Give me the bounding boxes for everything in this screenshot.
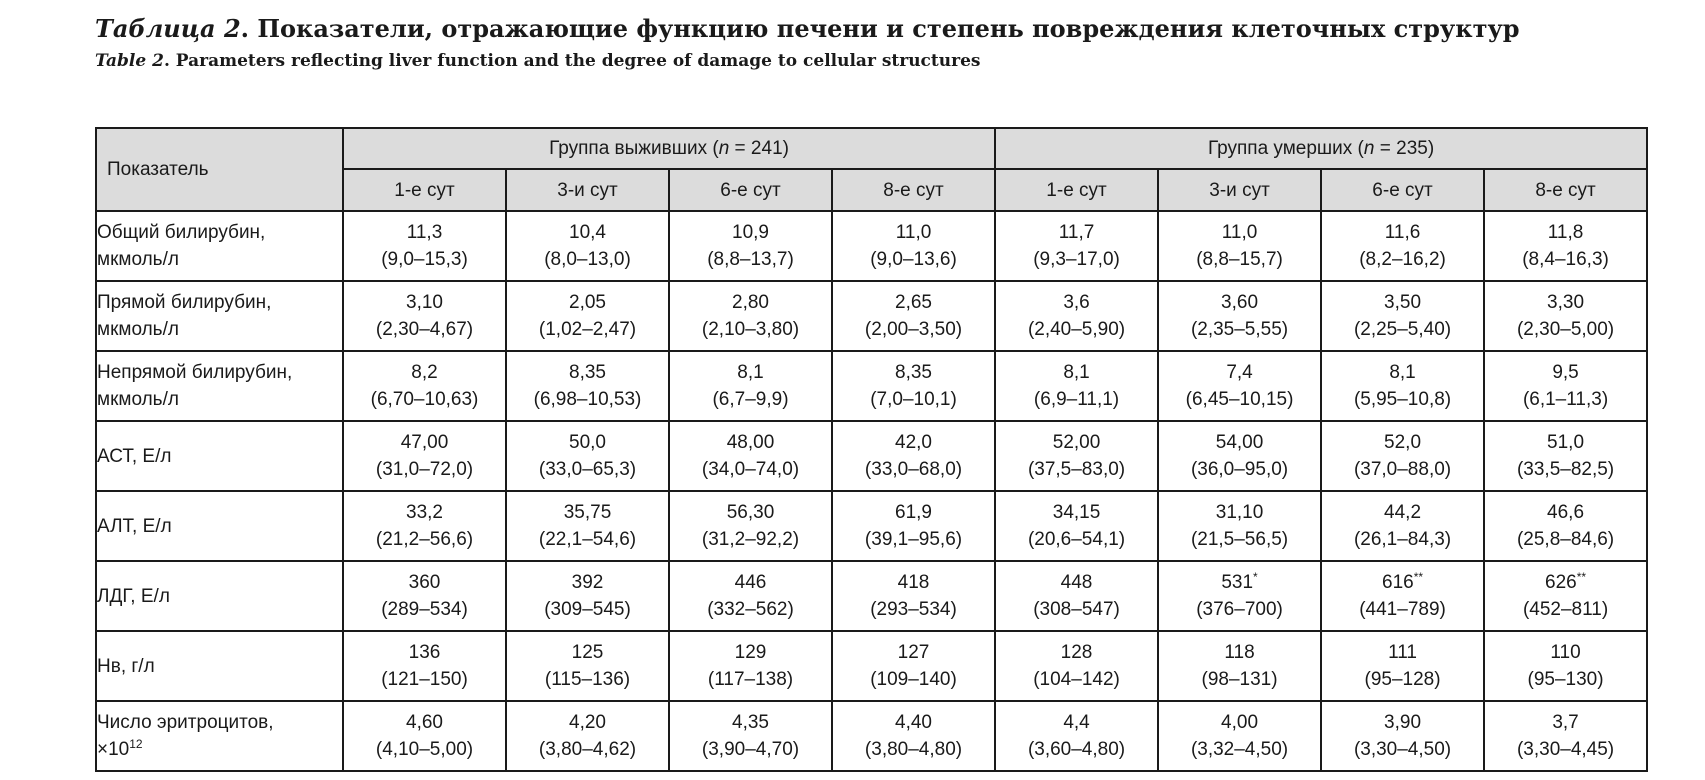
interquartile-range: (31,0–72,0)	[375, 459, 474, 480]
median-value: 8,1	[737, 362, 764, 383]
median-value: 446	[734, 572, 767, 593]
interquartile-range: (308–547)	[1033, 599, 1120, 620]
median-value: 3,90	[1384, 712, 1422, 733]
interquartile-range: (2,25–5,40)	[1353, 319, 1452, 340]
title-english-lead: Table 2	[95, 51, 164, 71]
interquartile-range: (95–130)	[1527, 669, 1604, 690]
interquartile-range: (37,5–83,0)	[1027, 459, 1126, 480]
value-cell	[506, 561, 669, 631]
value-cell	[995, 701, 1158, 771]
interquartile-range: (452–811)	[1522, 599, 1609, 620]
median-value: 118	[1224, 642, 1255, 663]
day-header: 1-е сут	[995, 169, 1158, 211]
interquartile-range: (3,32–4,50)	[1190, 739, 1289, 760]
interquartile-range: (121–150)	[381, 669, 468, 690]
value-cell	[995, 211, 1158, 281]
value-cell	[1484, 211, 1647, 281]
parameter-name: ЛДГ, Е/л	[97, 585, 170, 607]
median-value: 9,5	[1552, 362, 1579, 383]
value-cell	[1484, 421, 1647, 491]
median-value: 31,10	[1215, 502, 1264, 523]
value-cell	[995, 281, 1158, 351]
interquartile-range: (8,0–13,0)	[544, 249, 631, 270]
interquartile-range: (31,2–92,2)	[701, 529, 800, 550]
parameter-unit: мкмоль/л	[97, 249, 179, 270]
value-cell	[1158, 631, 1321, 701]
median-value: 392	[571, 572, 604, 593]
value-cell	[506, 281, 669, 351]
interquartile-range: (39,1–95,6)	[864, 529, 963, 550]
interquartile-range: (25,8–84,6)	[1516, 529, 1615, 550]
table-row	[96, 281, 1647, 351]
median-value: 8,1	[1389, 362, 1416, 383]
median-value: 448	[1060, 572, 1093, 593]
median-value: 125	[571, 642, 604, 663]
median-value: 56,30	[726, 502, 775, 523]
day-header: 3-и сут	[1158, 169, 1321, 211]
interquartile-range: (5,95–10,8)	[1353, 389, 1452, 410]
interquartile-range: (8,2–16,2)	[1359, 249, 1446, 270]
value-cell	[1484, 491, 1647, 561]
interquartile-range: (4,10–5,00)	[375, 739, 474, 760]
parameter-name: Общий билирубин,	[97, 222, 266, 243]
interquartile-range: (289–534)	[381, 599, 468, 620]
median-value: 35,75	[563, 502, 612, 523]
interquartile-range: (2,40–5,90)	[1027, 319, 1126, 340]
value-cell	[1158, 421, 1321, 491]
value-cell	[832, 421, 995, 491]
interquartile-range: (9,0–15,3)	[381, 249, 468, 270]
significance-mark: **	[1576, 570, 1587, 584]
table-row	[96, 631, 1647, 701]
header-row-groups	[96, 128, 1647, 169]
param-column-header: Показатель	[96, 128, 343, 211]
value-cell	[1158, 561, 1321, 631]
parameter-unit: мкмоль/л	[97, 319, 179, 340]
table-header	[96, 128, 1647, 211]
interquartile-range: (34,0–74,0)	[701, 459, 800, 480]
interquartile-range: (1,02–2,47)	[538, 319, 637, 340]
value-cell	[506, 351, 669, 421]
interquartile-range: (98–131)	[1201, 669, 1278, 690]
value-cell	[506, 421, 669, 491]
interquartile-range: (37,0–88,0)	[1353, 459, 1452, 480]
interquartile-range: (8,8–15,7)	[1196, 249, 1283, 270]
median-value: 3,6	[1063, 292, 1090, 313]
group-header-deceased: Группа умерших (n = 235)	[995, 128, 1647, 169]
value-cell	[1321, 421, 1484, 491]
unit-exponent: 12	[129, 737, 143, 751]
interquartile-range: (109–140)	[870, 669, 957, 690]
value-cell	[1484, 351, 1647, 421]
interquartile-range: (9,0–13,6)	[870, 249, 957, 270]
significance-mark: **	[1413, 570, 1424, 584]
value-cell	[995, 491, 1158, 561]
value-cell	[1321, 631, 1484, 701]
median-value: 110	[1550, 642, 1581, 663]
interquartile-range: (3,60–4,80)	[1027, 739, 1126, 760]
value-cell	[832, 491, 995, 561]
value-cell	[343, 631, 506, 701]
interquartile-range: (2,30–4,67)	[375, 319, 474, 340]
interquartile-range: (2,00–3,50)	[864, 319, 963, 340]
median-value: 3,7	[1552, 712, 1579, 733]
value-cell	[1321, 211, 1484, 281]
value-cell	[1158, 211, 1321, 281]
parameter-name: Число эритроцитов,	[97, 712, 274, 733]
parameter-cell	[96, 351, 343, 421]
interquartile-range: (7,0–10,1)	[870, 389, 957, 410]
parameter-unit: $\times 10^{12}$	[97, 737, 143, 760]
value-cell	[1484, 561, 1647, 631]
title-russian	[95, 12, 1520, 46]
interquartile-range: (2,30–5,00)	[1516, 319, 1615, 340]
median-value: 2,65	[895, 292, 932, 313]
value-cell	[1321, 491, 1484, 561]
day-header: 3-и сут	[506, 169, 669, 211]
interquartile-range: (26,1–84,3)	[1353, 529, 1452, 550]
interquartile-range: (8,8–13,7)	[707, 249, 794, 270]
interquartile-range: (95–128)	[1364, 669, 1441, 690]
interquartile-range: (33,0–68,0)	[864, 459, 963, 480]
median-value: 42,0	[895, 432, 932, 453]
median-value: 136	[408, 642, 441, 663]
median-value: 7,4	[1226, 362, 1253, 383]
median-value: 8,35	[569, 362, 606, 383]
parameter-cell	[96, 491, 343, 561]
value-cell	[669, 421, 832, 491]
value-cell	[1484, 281, 1647, 351]
table-caption	[95, 12, 1520, 74]
median-value: 128	[1060, 642, 1093, 663]
median-value: 51,0	[1547, 432, 1585, 453]
parameter-name: Прямой билирубин,	[97, 292, 272, 313]
value-cell	[669, 631, 832, 701]
interquartile-range: (2,35–5,55)	[1190, 319, 1289, 340]
interquartile-range: (293–534)	[870, 599, 957, 620]
interquartile-range: (8,4–16,3)	[1522, 249, 1609, 270]
value-cell	[1158, 701, 1321, 771]
value-cell	[669, 351, 832, 421]
median-value: 418	[897, 572, 930, 593]
median-value: 360	[408, 572, 441, 593]
parameter-cell	[96, 421, 343, 491]
interquartile-range: (3,30–4,50)	[1353, 739, 1452, 760]
median-value: 3,10	[406, 292, 443, 313]
median-value: 2,05	[569, 292, 606, 313]
value-cell	[343, 211, 506, 281]
value-cell	[832, 211, 995, 281]
interquartile-range: (332–562)	[707, 599, 794, 620]
median-value: 34,15	[1052, 502, 1101, 523]
median-value: 531*	[1221, 570, 1258, 593]
value-cell	[832, 281, 995, 351]
interquartile-range: (3,80–4,62)	[538, 739, 637, 760]
title-english	[95, 48, 1520, 74]
interquartile-range: (3,30–4,45)	[1516, 739, 1615, 760]
title-english-text: . Parameters reflecting liver function and the degree of damage to cellular structures	[163, 51, 981, 71]
interquartile-range: (2,10–3,80)	[701, 319, 800, 340]
interquartile-range: (6,98–10,53)	[533, 389, 642, 410]
median-value: 2,80	[732, 292, 769, 313]
interquartile-range: (117–138)	[707, 669, 794, 690]
value-cell	[832, 631, 995, 701]
parameter-name: АЛТ, Е/л	[97, 515, 172, 537]
median-value: 8,2	[411, 362, 438, 383]
parameter-unit: мкмоль/л	[97, 389, 179, 410]
interquartile-range: (33,0–65,3)	[538, 459, 637, 480]
day-header: 8-е сут	[832, 169, 995, 211]
median-value: 4,60	[406, 712, 443, 733]
value-cell	[832, 701, 995, 771]
interquartile-range: (309–545)	[544, 599, 631, 620]
significance-mark: *	[1253, 570, 1258, 584]
value-cell	[506, 211, 669, 281]
value-cell	[995, 421, 1158, 491]
parameter-name: АСТ, Е/л	[97, 445, 172, 467]
interquartile-range: (9,3–17,0)	[1033, 249, 1120, 270]
value-cell	[343, 421, 506, 491]
value-cell	[506, 631, 669, 701]
value-cell	[995, 631, 1158, 701]
value-cell	[1321, 281, 1484, 351]
value-cell	[832, 351, 995, 421]
median-value: 4,4	[1063, 712, 1090, 733]
value-cell	[669, 211, 832, 281]
median-value: 3,60	[1221, 292, 1259, 313]
table-row	[96, 701, 1647, 771]
value-cell	[343, 701, 506, 771]
interquartile-range: (376–700)	[1196, 599, 1283, 620]
median-value: 33,2	[406, 502, 443, 523]
median-value: 11,0	[895, 222, 932, 243]
value-cell	[1321, 561, 1484, 631]
median-value: 10,9	[732, 222, 769, 243]
parameter-cell	[96, 561, 343, 631]
median-value: 4,35	[732, 712, 769, 733]
median-value: 46,6	[1547, 502, 1585, 523]
median-value: 11,8	[1547, 222, 1584, 243]
parameter-cell	[96, 211, 343, 281]
title-russian-lead: Таблица 2	[95, 14, 241, 43]
value-cell	[832, 561, 995, 631]
table-row	[96, 421, 1647, 491]
table-row	[96, 561, 1647, 631]
median-value: 47,00	[400, 432, 449, 453]
table-row	[96, 491, 1647, 561]
median-value: 11,3	[406, 222, 443, 243]
interquartile-range: (20,6–54,1)	[1027, 529, 1126, 550]
parameter-cell	[96, 701, 343, 771]
interquartile-range: (21,2–56,6)	[375, 529, 474, 550]
median-value: 52,0	[1384, 432, 1422, 453]
interquartile-range: (441–789)	[1359, 599, 1446, 620]
day-header: 1-е сут	[343, 169, 506, 211]
median-value: 129	[734, 642, 767, 663]
median-value: 127	[897, 642, 930, 663]
parameter-name: Непрямой билирубин,	[97, 362, 293, 383]
interquartile-range: (22,1–54,6)	[538, 529, 637, 550]
group-header-survivors: Группа выживших (n = 241)	[343, 128, 995, 169]
interquartile-range: (6,1–11,3)	[1522, 389, 1609, 410]
median-value: 54,00	[1215, 432, 1264, 453]
table-body	[96, 211, 1647, 771]
interquartile-range: (6,45–10,15)	[1185, 389, 1294, 410]
interquartile-range: (33,5–82,5)	[1516, 459, 1615, 480]
median-value: 4,00	[1221, 712, 1259, 733]
interquartile-range: (3,80–4,80)	[864, 739, 963, 760]
median-value: 61,9	[895, 502, 932, 523]
table-row	[96, 351, 1647, 421]
median-value: 3,30	[1547, 292, 1585, 313]
value-cell	[995, 561, 1158, 631]
value-cell	[1158, 281, 1321, 351]
median-value: 50,0	[569, 432, 606, 453]
interquartile-range: (6,9–11,1)	[1033, 389, 1120, 410]
value-cell	[1321, 701, 1484, 771]
median-value: 4,40	[895, 712, 932, 733]
interquartile-range: (104–142)	[1033, 669, 1120, 690]
value-cell	[343, 561, 506, 631]
median-value: 11,0	[1221, 222, 1258, 243]
liver-parameters-table	[95, 127, 1648, 772]
interquartile-range: (3,90–4,70)	[701, 739, 800, 760]
median-value: 44,2	[1384, 502, 1422, 523]
median-value: 3,50	[1384, 292, 1422, 313]
value-cell	[669, 561, 832, 631]
value-cell	[1158, 351, 1321, 421]
interquartile-range: (6,7–9,9)	[712, 389, 789, 410]
value-cell	[669, 491, 832, 561]
parameter-name: Нв, г/л	[97, 655, 155, 677]
median-value: 626**	[1545, 570, 1587, 593]
median-value: 11,6	[1384, 222, 1421, 243]
value-cell	[1484, 631, 1647, 701]
median-value: 52,00	[1052, 432, 1101, 453]
value-cell	[343, 351, 506, 421]
median-value: 616**	[1382, 570, 1424, 593]
day-header: 6-е сут	[669, 169, 832, 211]
value-cell	[506, 491, 669, 561]
interquartile-range: (115–136)	[544, 669, 631, 690]
interquartile-range: (21,5–56,5)	[1190, 529, 1289, 550]
interquartile-range: (6,70–10,63)	[370, 389, 479, 410]
table-row	[96, 211, 1647, 281]
value-cell	[506, 701, 669, 771]
value-cell	[1158, 491, 1321, 561]
median-value: 8,35	[895, 362, 932, 383]
median-value: 48,00	[726, 432, 775, 453]
day-header: 8-е сут	[1484, 169, 1647, 211]
parameter-cell	[96, 631, 343, 701]
median-value: 8,1	[1063, 362, 1090, 383]
median-value: 4,20	[569, 712, 606, 733]
value-cell	[343, 281, 506, 351]
value-cell	[669, 701, 832, 771]
value-cell	[995, 351, 1158, 421]
parameter-cell	[96, 281, 343, 351]
interquartile-range: (36,0–95,0)	[1190, 459, 1289, 480]
day-header: 6-е сут	[1321, 169, 1484, 211]
value-cell	[343, 491, 506, 561]
median-value: 10,4	[569, 222, 606, 243]
title-russian-text: . Показатели, отражающие функцию печени и степень повреждения клеточных структур	[240, 14, 1520, 43]
median-value: 11,7	[1058, 222, 1095, 243]
value-cell	[1484, 701, 1647, 771]
value-cell	[1321, 351, 1484, 421]
median-value: 111	[1388, 642, 1417, 663]
value-cell	[669, 281, 832, 351]
